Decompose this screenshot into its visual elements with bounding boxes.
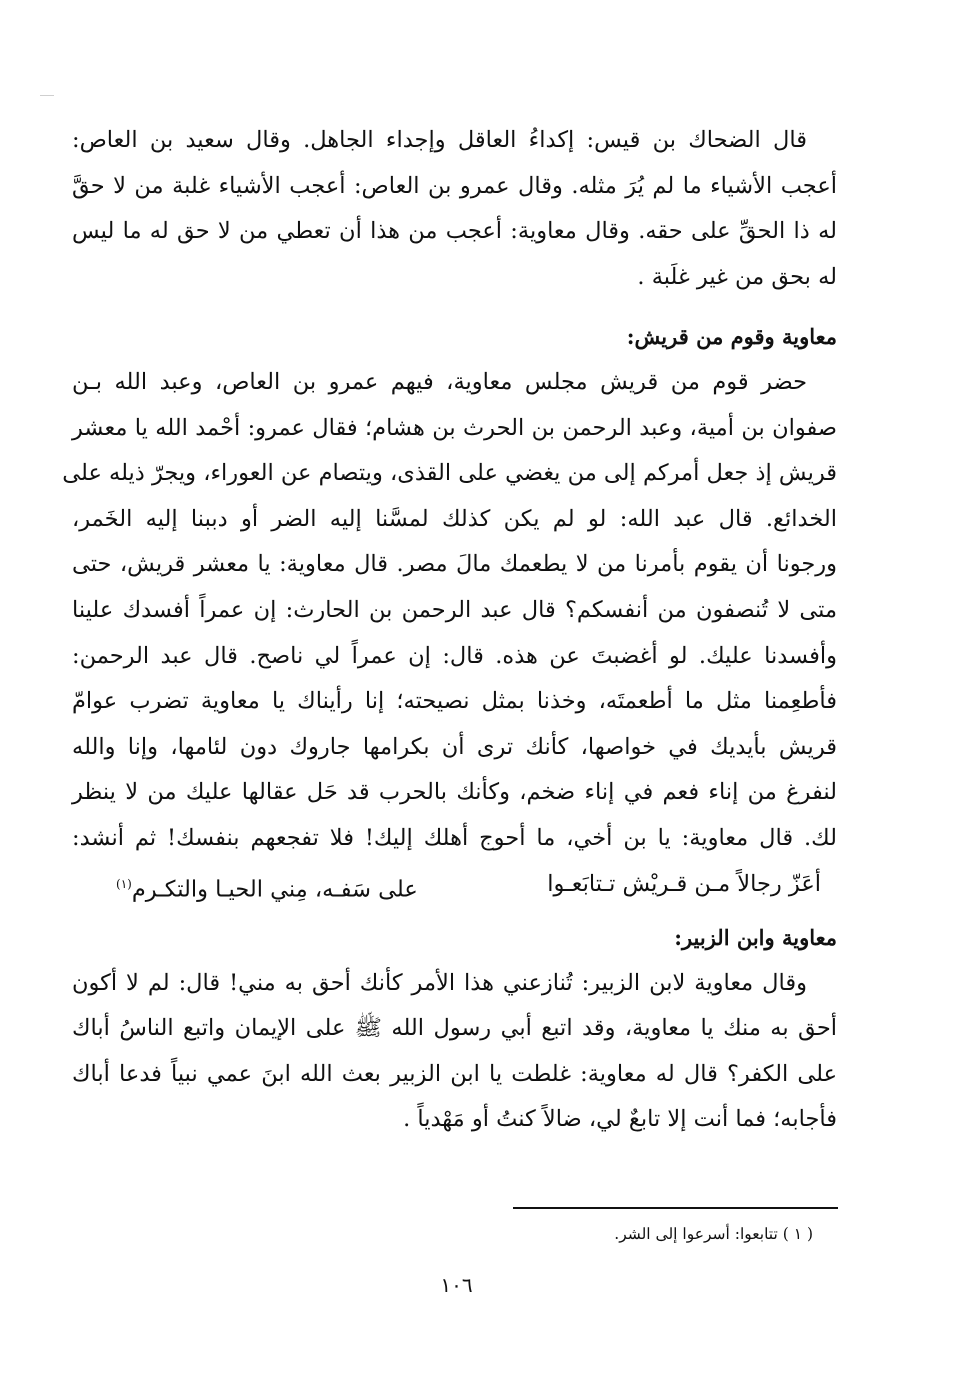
verse-second-hemistich [116,862,418,908]
paragraph-line: أعجب الأشياء ما لم يُرَ مثله. وقال عمرو بن العاص: أعجب الأشياء غلبة من لا حقَّ [72,172,837,199]
paragraph-line: ورجونا أن يقوم بأمرنا من لا يطعمك مالَ مصر. قال معاوية: يا معشر قريش، حتى [72,551,837,578]
paragraph-line: حضر قوم من قريش مجلس معاوية، فيهم عمرو بن العاص، وعبد الله بـن [72,368,807,395]
paragraph-line: وقال معاوية لابن الزبير: تُنازعني هذا الأمر كأنك أحق به مني! قال: لم لا أكون [72,969,807,996]
scan-mark [40,95,54,96]
paragraph-line: فأطعِمنا مثل ما أطعمتَه، وخذنا بمثل نصيحته؛ إنا رأيناك يا معاوية تضرب عوامّ [72,688,837,715]
paragraph-line: قريش إذ جعل أمركم إلى من يغضي على القذى، ويتصام عن العوراء، ويجرّ ذيله على [62,460,837,487]
footnote: ( ١ ) تتابعوا: أسرعوا إلى الشر. [614,1225,813,1243]
verse-first-hemistich: أعَزّ رجالاً مـن قـريْش تـتابَعـوا [547,870,821,897]
paragraph-line: على الكفر؟ قال له معاوية: غلطت يا ابن الزبير بعث الله ابنَ عمي نبياً فدعا أباك [72,1060,837,1087]
verse-second-text: على سَفـه، مِني الحيـا والتكـرم [131,876,418,902]
section-paragraph [72,961,837,1143]
page-body [62,118,837,1143]
paragraph-line: الخدائع. قال عبد الله: لو لم يكن كذلك لمسَّنا إليه الضر أو دببنا إليه الخَمر، [72,505,837,532]
paragraph-line: صفوان بن أمية، وعبد الرحمن بن الحرث بن هشام؛ فقال عمرو: أحْمد الله يا معشر [72,414,837,441]
paragraph-line: متى لا تُنصفون من أنفسكم؟ قال عبد الرحمن بن الحارث: إن عمراً أفسدك علينا [72,596,837,623]
paragraph-line: قريش بأيديك في خواصها، كأنك ترى أن بكرامها جاروك دون لئامها، وإنا والله [72,733,837,760]
footnote-divider [513,1207,838,1209]
paragraph-line: لك. قال معاوية: يا بن أخي، ما أحوج أهلك إليك! فلا تفجعهم بنفسك! ثم أنشد: [72,824,837,851]
opening-paragraph [72,118,837,300]
poetry-verse [72,862,837,908]
paragraph-line: فأجابه؛ فما أنت إلا تابعٌ لي، ضالاً كنتُ أو مَهْدياً . [403,1106,837,1133]
page-number: ١٠٦ [440,1273,473,1297]
paragraph-line: قال الضحاك بن قيس: إكداءُ العاقل وإجداء الجاهل. وقال سعيد بن العاص: [72,127,807,153]
paragraph-line: لنفرغ من إناء فعم في إناء ضخم، وكأنك بالحرب قد حَل عقالها عليك من لا ينظر [72,779,837,806]
paragraph-line: له ذا الحقِّ على حقه. وقال معاوية: أعجب من هذا أن تعطي من لا حق له ما ليس [72,218,837,245]
paragraph-line: له بحق من غير غلَبة . [637,263,837,290]
footnote-marker: (١) [116,876,132,891]
section-heading: معاوية وقوم من قريش: [626,324,837,350]
section-paragraph [62,360,837,862]
paragraph-line: أحق به منك يا معاوية، وقد اتبع أبي رسول الله ﷺ على الإيمان واتبع الناسُ أباك [72,1015,837,1042]
paragraph-line: وأفسدنا عليك. لو أغضبتَ عن هذه. قال: إن عمراً لي ناصح. قال عبد الرحمن: [72,642,837,669]
section-heading: معاوية وابن الزبير: [674,925,837,951]
